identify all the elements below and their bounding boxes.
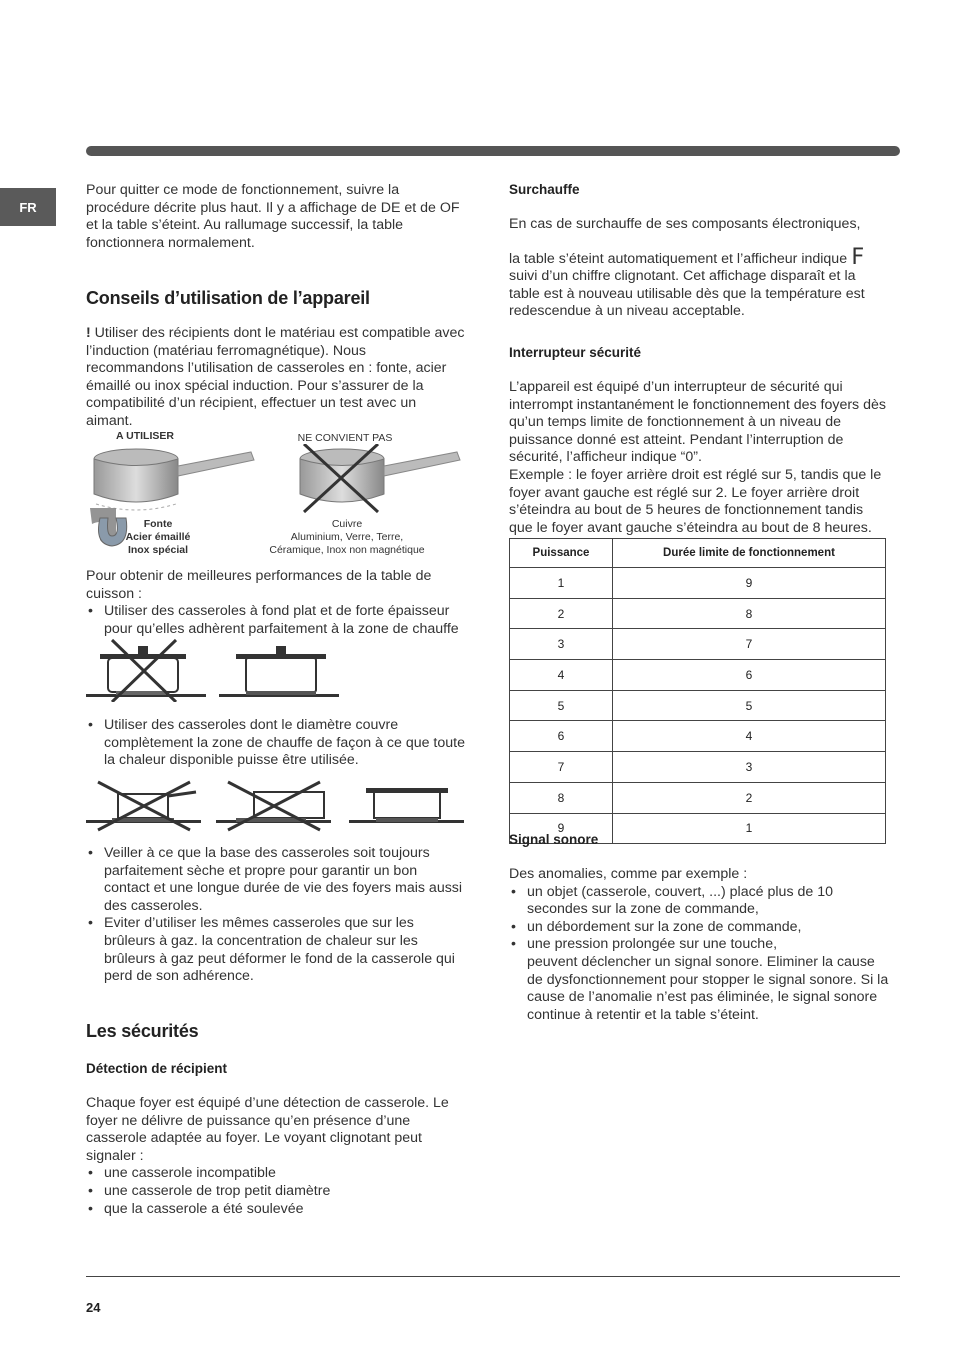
perf-intro: Pour obtenir de meilleures performances de la table de cuisson : [86, 568, 432, 602]
page-number: 24 [86, 1300, 101, 1315]
conseils-paragraph [86, 325, 466, 431]
interrupteur-p1: L’appareil est équipé d’un interrupteur de sécurité qui interrompt instantanément le fonctionnement des foyers dès qu’un temps limite de fonctionnement à un niveau de puissance donné est atteint. Pendant l’interruption de sécurité, l’afficheur indique “0”. [509, 379, 886, 466]
language-tab: FR [0, 188, 56, 226]
cell-power: 2 [510, 598, 613, 629]
material-fonte: Fonte [143, 518, 173, 530]
interrupteur-p2: Exemple : le foyer arrière droit est réglé sur 5, tandis que le foyer avant gauche est réglé sur 2. Le foyer arrière droit s’éteindra au bout de 5 heures de fonctionnement tandis que le foyer avant gauche s’éteindra au bout de 8 heures. [509, 466, 882, 536]
signal-item: • une pression prolongée sur une touche, [509, 936, 889, 954]
det-item: • une casserole incompatible [86, 1165, 466, 1183]
detection-heading: Détection de récipient [86, 1061, 228, 1076]
cell-duration: 1 [613, 813, 886, 844]
cell-duration: 5 [613, 690, 886, 721]
pan-bad-illustration [292, 444, 472, 516]
bullet-flat-pans: • Utiliser des casseroles à fond plat et de forte épaisseur pour qu’elles adhèrent parfaitement à la zone de chauffe [86, 603, 466, 638]
material-cuivre: Cuivre [331, 518, 363, 530]
table-row [510, 660, 886, 691]
warning-mark: ! [86, 325, 91, 341]
cell-duration: 4 [613, 721, 886, 752]
surchauffe-block [509, 216, 889, 321]
cell-power: 7 [510, 752, 613, 783]
table-row [510, 721, 886, 752]
interrupteur-heading: Interrupteur sécurité [509, 345, 642, 360]
securites-heading: Les sécurités [86, 1021, 199, 1041]
left-column [86, 182, 466, 252]
fig-ok-label: A UTILISER [116, 430, 174, 442]
table-row [510, 752, 886, 783]
signal-heading: Signal sonore [509, 832, 599, 847]
care-block [86, 845, 466, 986]
material-ceramique: Céramique, Inox non magnétique [269, 544, 425, 556]
table-row [510, 598, 886, 629]
header-rule [86, 146, 900, 156]
surchauffe-p1: En cas de surchauffe de ses composants électroniques, [509, 216, 861, 232]
fig-ok-materials [112, 518, 204, 557]
bullet-dry-base: • Veiller à ce que la base des casseroles soit toujours parfaitement sèche et propre pour garantir un bon contact et une longue durée de vie des foyers mais aussi des casseroles. [86, 845, 466, 915]
cell-duration: 3 [613, 752, 886, 783]
cell-duration: 8 [613, 598, 886, 629]
signal-item: • un débordement sur la zone de commande, [509, 919, 889, 937]
surchauffe-p2a: la table s’éteint automatiquement et l’afficheur indique [509, 250, 848, 267]
cell-power: 8 [510, 782, 613, 813]
cell-duration: 2 [613, 782, 886, 813]
table-row [510, 629, 886, 660]
power-limit-table [509, 538, 886, 844]
table-header-row [510, 539, 886, 568]
conseils-heading: Conseils d’utilisation de l’appareil [86, 288, 370, 308]
det-item: • une casserole de trop petit diamètre [86, 1183, 466, 1201]
perf-block [86, 568, 466, 638]
diameter-block [86, 717, 466, 770]
cell-duration: 7 [613, 629, 886, 660]
material-acier: Acier émaillé [125, 531, 191, 543]
diameter-illustration [86, 780, 466, 832]
cell-power: 4 [510, 660, 613, 691]
signal-block [509, 866, 889, 1024]
detection-block [86, 1095, 466, 1218]
conseils-text: Utiliser des récipients dont le matériau est compatible avec l’induction (matériau ferromagnétique). Nous recommandons l’utilisation de casseroles en : fonte, acier émaillé ou inox spécial induction. Pour s’assurer de la compatibilité d’un récipient, effectuer un test avec un aimant. [86, 325, 465, 429]
cell-power: 5 [510, 690, 613, 721]
det-item: • que la casserole a été soulevée [86, 1201, 466, 1219]
bullet-gas-pans: • Eviter d’utiliser les mêmes casseroles que sur les brûleurs à gaz. la concentration de chaleur sur les brûleurs à gaz peut déformer le fond de la casserole qui perd de son adhérence. [86, 915, 466, 985]
col-duree: Durée limite de fonctionnement [613, 539, 886, 568]
table-row [510, 690, 886, 721]
col-puissance: Puissance [510, 539, 613, 568]
fig-bad-materials [262, 518, 432, 557]
signal-continuation: peuvent déclencher un signal sonore. Eliminer la cause de dysfonctionnement pour stopper le signal sonore. Si la cause de l’anomalie n’est pas éliminée, le signal sonore continue à retentir et la table s’éteint. [527, 953, 889, 1023]
table-row [510, 568, 886, 599]
display-f-glyph: F [851, 244, 865, 270]
cell-power: 1 [510, 568, 613, 599]
footer-rule [86, 1276, 900, 1277]
surchauffe-heading: Surchauffe [509, 182, 580, 197]
cell-power: 3 [510, 629, 613, 660]
material-inox: Inox spécial [127, 544, 189, 556]
table-row [510, 782, 886, 813]
bullet-diameter: • Utiliser des casseroles dont le diamètre couvre complètement la zone de chauffe de façon à ce que toute la chaleur disponible puisse être utilisée. [86, 717, 466, 770]
cell-duration: 9 [613, 568, 886, 599]
surchauffe-p2b: suivi d’un chiffre clignotant. Cet affichage disparaît et la table est à nouveau utilisable dès que la température est redescendue à un niveau acceptable. [509, 268, 865, 320]
cell-power: 6 [510, 721, 613, 752]
intro-paragraph: Pour quitter ce mode de fonctionnement, suivre la procédure décrite plus haut. Il y a affichage de DE et de OF et la table s’éteint. Au rallumage successif, la table fonctionnera normalement. [86, 182, 460, 251]
cell-power: 9 [510, 813, 613, 844]
cell-duration: 6 [613, 660, 886, 691]
signal-intro: Des anomalies, comme par exemple : [509, 866, 748, 882]
interrupteur-block [509, 379, 889, 537]
flat-base-illustration [86, 636, 346, 702]
material-aluminium: Aluminium, Verre, Terre, [290, 531, 404, 543]
signal-item: • un objet (casserole, couvert, ...) placé plus de 10 secondes sur la zone de commande, [509, 884, 889, 919]
detection-text: Chaque foyer est équipé d’une détection de casserole. Le foyer ne délivre de puissance qu’en présence d’une casserole adaptée au foyer. Le voyant clignotant peut signaler : [86, 1095, 449, 1164]
fig-bad-label: NE CONVIENT PAS [297, 432, 393, 444]
